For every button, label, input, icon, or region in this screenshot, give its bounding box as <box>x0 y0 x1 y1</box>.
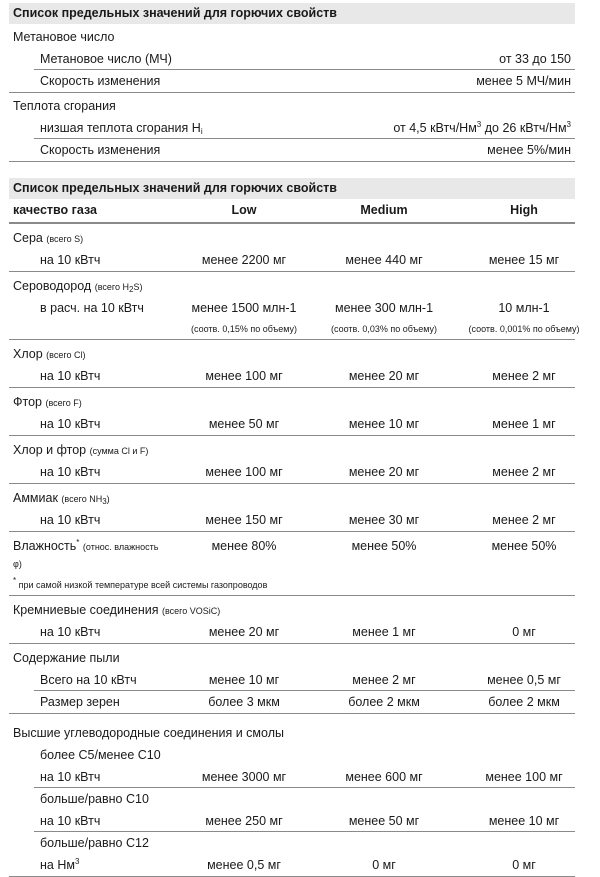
row-value: менее 5%/мин <box>487 143 571 157</box>
group-label: Влажность* (относ. влажность <box>13 538 159 553</box>
value-high: менее 1 мг <box>492 417 556 431</box>
table-subrow <box>9 319 580 340</box>
group-heading <box>9 95 575 117</box>
value-medium: менее 10 мг <box>348 417 420 431</box>
row-label: на 10 кВтч <box>40 814 101 828</box>
row-label: на 10 кВтч <box>40 369 101 383</box>
value-high: менее 10 мг <box>488 814 560 828</box>
value-low: менее 3000 мг <box>201 770 287 784</box>
value-low: менее 0,5 мг <box>207 858 281 872</box>
group-label: Сероводород (всего $H_2S$) <box>13 279 143 294</box>
note-continuation: φ) <box>13 559 22 569</box>
value-low: менее 80% <box>211 539 277 553</box>
row-label: низшая теплота сгорания $H_i$ <box>40 121 203 136</box>
value-medium: менее 20 мг <box>348 465 420 479</box>
value-high: менее 15 мг <box>488 253 560 267</box>
value-low: менее 100 мг <box>205 465 283 479</box>
group-label: Хлор (всего Cl) <box>13 347 86 361</box>
value-high: менее 0,5 мг <box>487 673 561 687</box>
row-label: на 10 кВтч <box>40 465 101 479</box>
row-value: от 4,5 кВтч/$Нм^3$ до 26 кВтч/$Нм^3$ <box>393 120 571 135</box>
group-heading <box>9 227 575 249</box>
row-label: Скорость изменения <box>40 74 161 88</box>
row-label: на 10 кВтч <box>40 625 101 639</box>
subvalue-high: (соотв. 0,001% по объему) <box>468 324 580 334</box>
row-label: Размер зерен <box>40 695 120 709</box>
value-high: менее 2 мг <box>492 369 556 383</box>
subgroup-label: более C5/менее C10 <box>40 748 161 762</box>
column-medium: Medium <box>360 203 408 217</box>
table-row <box>9 621 575 644</box>
value-low: более 3 мкм <box>208 695 280 709</box>
row-label: Скорость изменения <box>40 143 161 157</box>
group-heading <box>9 275 575 297</box>
row-label: на 10 кВтч <box>40 513 101 527</box>
value-medium: 0 мг <box>372 858 396 872</box>
table-row <box>9 669 575 691</box>
row-value: менее 5 МЧ/мин <box>476 74 571 88</box>
group-heading <box>9 391 575 413</box>
table-row <box>9 48 575 70</box>
humidity-note-cont <box>9 557 575 575</box>
value-low: менее 2200 мг <box>201 253 287 267</box>
group-label: Высшие углеводородные соединения и смолы <box>13 726 284 740</box>
group-label: Теплота сгорания <box>13 99 116 113</box>
value-high: 0 мг <box>512 625 536 639</box>
header-label: качество газа <box>13 203 97 217</box>
row-label: на 10 кВтч <box>40 417 101 431</box>
value-high: менее 100 мг <box>485 770 563 784</box>
table-row <box>9 854 575 877</box>
table-row <box>9 70 575 93</box>
group-label: Содержание пыли <box>13 651 120 665</box>
value-medium: менее 300 млн-1 <box>334 301 434 315</box>
group-heading <box>9 343 575 365</box>
value-high: менее 50% <box>491 539 557 553</box>
group-heading <box>9 487 575 509</box>
table-row <box>9 139 575 162</box>
value-high: 0 мг <box>512 858 536 872</box>
table-row <box>9 365 575 388</box>
subgroup-heading <box>9 832 575 854</box>
column-low: Low <box>231 203 257 217</box>
group-heading <box>9 439 575 461</box>
limits-table-2 <box>9 178 580 877</box>
table-row <box>9 691 575 714</box>
value-high: более 2 мкм <box>488 695 560 709</box>
limits-table-1 <box>9 3 575 162</box>
group-heading <box>9 647 575 669</box>
table-row <box>9 461 575 484</box>
group-heading <box>9 722 575 744</box>
value-low: менее 250 мг <box>205 814 283 828</box>
value-medium: менее 30 мг <box>348 513 420 527</box>
group-label: Кремниевые соединения (всего VOSiC) <box>13 603 221 617</box>
subvalue-low: (соотв. 0,15% по объему) <box>191 324 297 334</box>
value-high: менее 2 мг <box>492 465 556 479</box>
value-low: менее 50 мг <box>208 417 280 431</box>
value-medium: менее 440 мг <box>345 253 423 267</box>
group-label: Аммиак (всего $NH_3$) <box>13 491 110 506</box>
value-low: менее 150 мг <box>205 513 283 527</box>
table-row <box>9 117 575 139</box>
value-low: менее 20 мг <box>208 625 280 639</box>
value-medium: менее 50% <box>351 539 417 553</box>
value-low: менее 100 мг <box>205 369 283 383</box>
value-medium: менее 600 мг <box>345 770 423 784</box>
row-label: на $Нм^3$ <box>40 857 80 872</box>
subvalue-medium: (соотв. 0,03% по объему) <box>331 324 437 334</box>
value-low: менее 10 мг <box>208 673 280 687</box>
table-row <box>9 509 575 532</box>
section-title: Список предельных значений для горючих свойств <box>9 3 575 24</box>
footnote <box>9 575 575 596</box>
footnote-text: * при самой низкой температуре всей системы газопроводов <box>13 576 268 590</box>
value-high: менее 2 мг <box>492 513 556 527</box>
table-row <box>9 297 575 319</box>
table-row <box>9 766 575 788</box>
group-label: Фтор (всего F) <box>13 395 82 409</box>
column-header-row <box>9 199 575 224</box>
group-heading <box>9 26 575 48</box>
value-medium: менее 2 мг <box>352 673 416 687</box>
subgroup-heading <box>9 744 575 766</box>
value-medium: менее 50 мг <box>348 814 420 828</box>
value-medium: менее 20 мг <box>348 369 420 383</box>
table-row <box>9 810 575 832</box>
row-label: Всего на 10 кВтч <box>40 673 137 687</box>
column-high: High <box>510 203 538 217</box>
row-label: на 10 кВтч <box>40 253 101 267</box>
row-label: в расч. на 10 кВтч <box>40 301 144 315</box>
value-medium: более 2 мкм <box>348 695 420 709</box>
group-label: Сера (всего S) <box>13 231 84 245</box>
subgroup-heading <box>9 788 575 810</box>
value-low: менее 1500 млн-1 <box>191 301 297 315</box>
subgroup-label: больше/равно C12 <box>40 836 149 850</box>
humidity-row <box>9 535 575 557</box>
group-label: Хлор и фтор (сумма Cl и F) <box>13 443 149 457</box>
subgroup-label: больше/равно C10 <box>40 792 149 806</box>
section-title: Список предельных значений для горючих свойств <box>9 178 575 199</box>
value-high: 10 млн-1 <box>498 301 550 315</box>
table-row <box>9 413 575 436</box>
row-label: Метановое число (МЧ) <box>40 52 172 66</box>
group-label: Метановое число <box>13 30 115 44</box>
value-medium: менее 1 мг <box>352 625 416 639</box>
row-label: на 10 кВтч <box>40 770 101 784</box>
table-row <box>9 249 575 272</box>
group-heading <box>9 599 575 621</box>
row-value: от 33 до 150 <box>499 52 571 66</box>
